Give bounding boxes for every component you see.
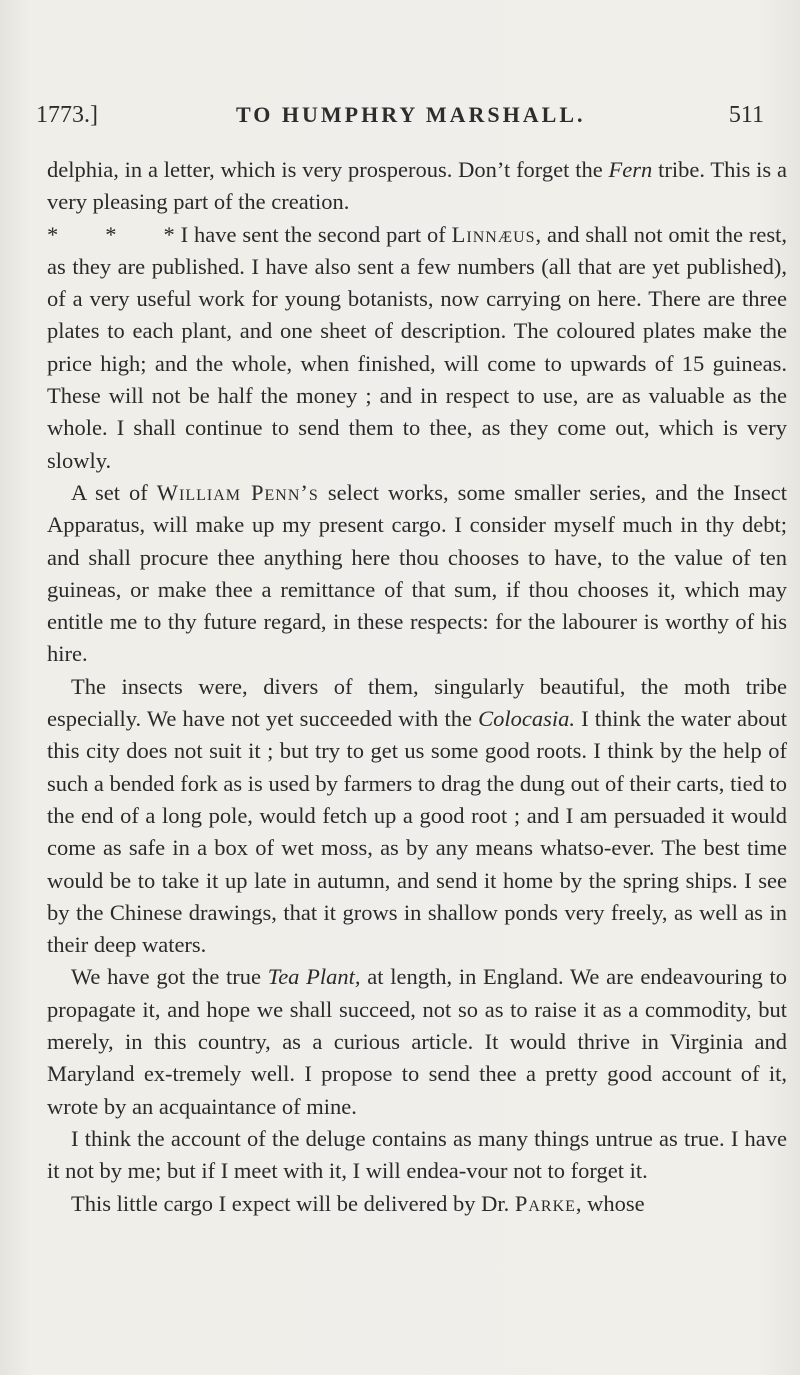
paragraph <box>47 219 787 477</box>
text-run: I have sent the second part of <box>174 221 452 247</box>
italic-text: Fern <box>608 157 653 182</box>
text-run: A set of <box>71 479 157 505</box>
text-run: I think the water about this city does not suit it ; but try to get us some good roots. I think by the help of such a bended fork as is used by farmers to drag the dung out of their carts, tied to the end of a long pole, would fetch up a good root ; and I am persuaded it would come as safe in a box of wet moss, as by any means whatso-ever. The best time would be to take it up late in autumn, and send it home by the spring ships. I see by the Chinese drawings, that it grows in shallow ponds very freely, as well as in their deep waters. <box>47 706 787 958</box>
italic-text: Colocasia. <box>478 706 575 732</box>
paragraph <box>47 961 787 1122</box>
header-year: 1773.] <box>36 102 98 128</box>
small-caps-name: Linnæus <box>451 221 536 247</box>
paragraph <box>47 671 787 962</box>
text-run: delphia, in a letter, which is very prosperous. Don’t forget the <box>47 157 609 182</box>
text-run: tribe. This is a very pleasing part of the creation. <box>47 157 787 215</box>
text-run: I think the account of the deluge contains as many things untrue as true. I have it not by me; but if I meet with it, I will endea-vour not to forget it. <box>47 1125 787 1184</box>
running-header <box>36 102 764 136</box>
text-run: We have got the true <box>71 964 268 990</box>
header-title: TO HUMPHRY MARSHALL. <box>236 102 586 127</box>
omission-asterisks: * * * <box>47 221 175 247</box>
paragraph <box>47 477 787 671</box>
text-run: , and shall not omit the rest, as they are published. I have also sent a few numbers (all that are yet published), of a very useful work for young botanists, now carrying on here. There are three plates to each plant, and one sheet of description. The coloured plates make the price high; and the whole, when finished, will come to upwards of 15 guineas. These will not be half the money ; and in respect to use, are as valuable as the whole. I shall continue to send them to thee, as they come out, which is very slowly. <box>47 221 787 473</box>
paragraph <box>47 1188 787 1220</box>
paragraph <box>47 154 787 219</box>
text-run: This little cargo I expect will be delivered by Dr. <box>71 1190 515 1216</box>
text-run: , whose <box>575 1190 645 1216</box>
italic-text: Tea Plant, <box>267 964 361 990</box>
paragraph <box>47 1123 787 1188</box>
text-run: select works, some smaller series, and the Insect Apparatus, will make up my present cargo. I consider myself much in thy debt; and shall procure thee anything here thou chooses to have, to the value of ten guineas, or make thee a remittance of that sum, if thou chooses it, which may entitle me to thy future regard, in these respects: for the labourer is worthy of his hire. <box>47 479 787 667</box>
small-caps-name: Parke <box>514 1190 576 1216</box>
text-run: The insects were, divers of them, singularly beautiful, the moth tribe especially. We have not yet succeeded with the <box>47 673 787 732</box>
page-number: 511 <box>728 102 764 128</box>
page-body-text <box>47 154 787 1220</box>
small-caps-name: William Penn’s <box>156 479 319 505</box>
text-run: at length, in England. We are endeavouring to propagate it, and hope we shall succeed, not so as to raise it as a commodity, but merely, in this country, as a curious article. It would thrive in Virginia and Maryland ex-tremely well. I propose to send thee a pretty good account of it, wrote by an acquaintance of mine. <box>47 964 787 1119</box>
